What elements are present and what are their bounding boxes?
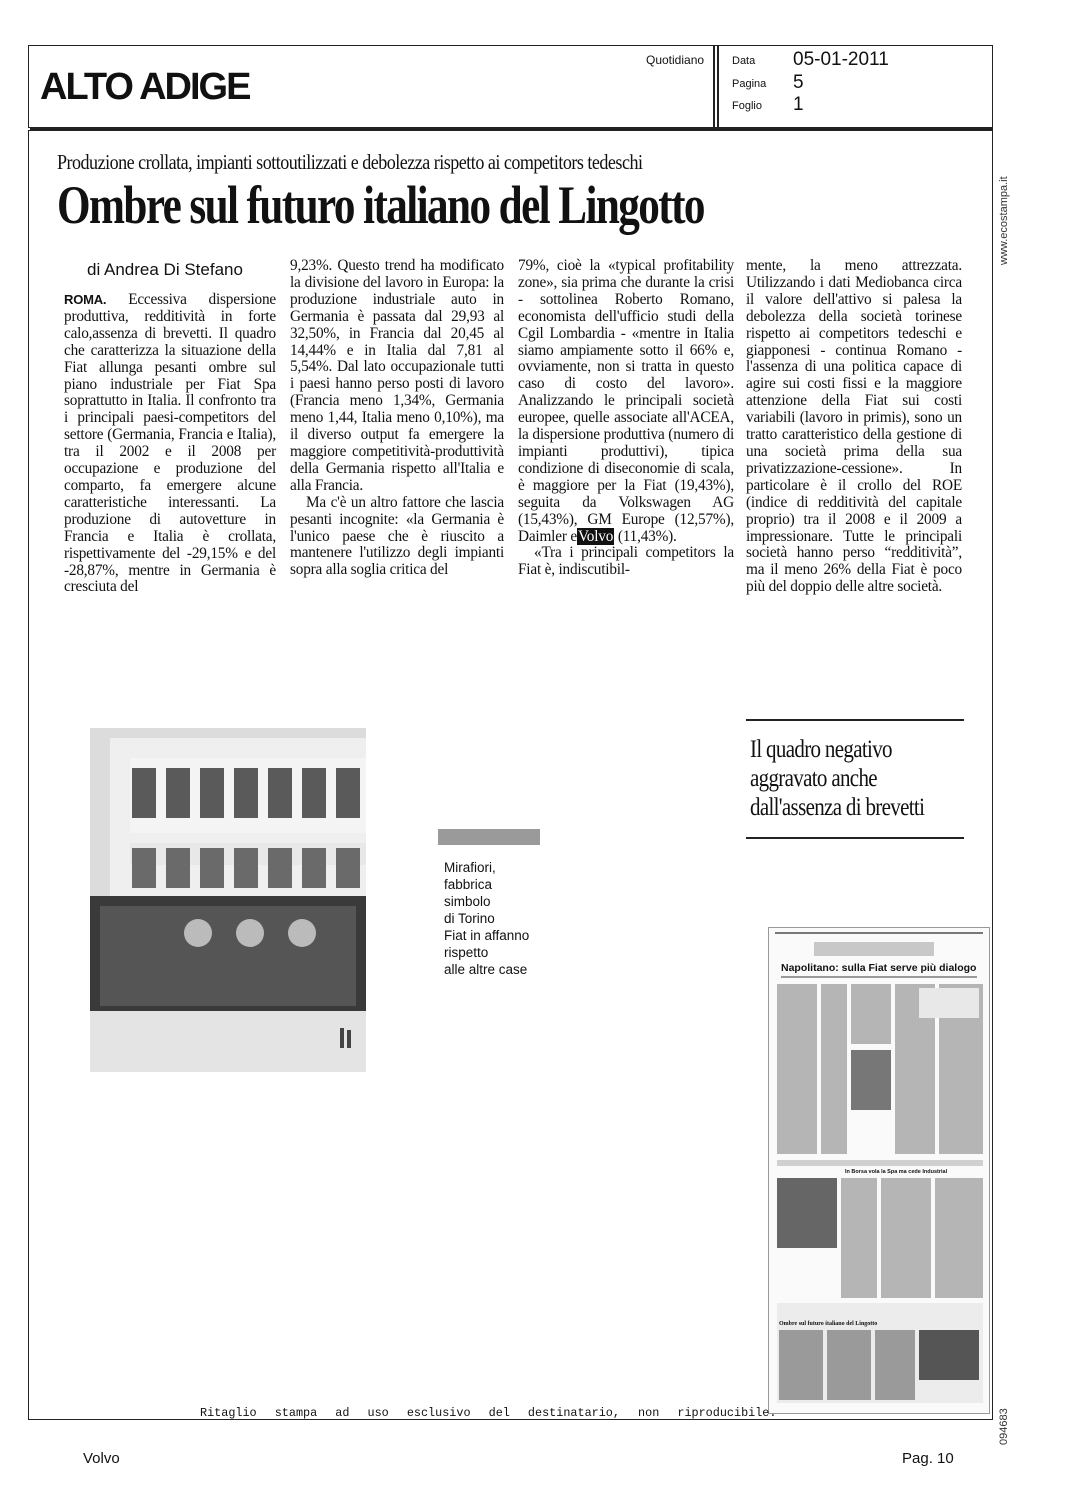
article-column-3	[518, 258, 734, 579]
caption-line: rispetto	[444, 945, 489, 960]
caption-line: Fiat in affanno	[444, 928, 530, 943]
reproduction-notice: Ritaglio stampa ad uso esclusivo del destinatario, non riproducibile.	[200, 1406, 777, 1420]
caption-line: alle altre case	[444, 962, 528, 977]
side-code	[998, 1390, 1012, 1450]
page-label: Pagina	[732, 78, 767, 90]
article-column-1	[64, 292, 276, 596]
page-value: 5	[793, 72, 804, 93]
date-value: 05-01-2011	[793, 49, 889, 70]
caption-bar	[438, 829, 540, 845]
column-3-text-end: (11,43%).	[617, 527, 677, 545]
sheet-label: Foglio	[732, 100, 762, 112]
side-url	[998, 170, 1012, 270]
pullquote	[750, 735, 924, 822]
page-thumbnail-image	[769, 928, 989, 1413]
factory-photo	[90, 728, 366, 1072]
column-2-paragraph-1: 9,23%. Questo trend ha modificato la divisione del lavoro in Europa: la produzione industriale auto in Germania è passata dal 29,93 al 32,50%, in Francia dal 20,45 al 14,44% e in Italia dal 7,81 al 5,54%. Dal lato occupazionale tutti i paesi hanno perso posti di lavoro (Francia meno 1,34%, Germania meno 1,44, Italia meno 0,10%), ma il diverso output fa emergere la maggiore competitività-produttività della Germania rispetto all'Italia e alla Francia.	[290, 257, 504, 494]
publication-type: Quotidiano	[646, 53, 705, 67]
column-4-text: mente, la meno attrezzata. Utilizzando i dati Mediobanca circa il valore dell'attivo si palesa la debolezza della società torinese rispetto ai competitors tedeschi e giapponesi - continua Romano - l'assenza di una politica capace di agire sui costi fissi e la maggiore attenzione della Fiat sui costi variabili (lavoro in primis), sono un tratto caratteristico della gestione di una società prima della sua privatizzazione-cessione». In particolare è il crollo del ROE (indice di redditività del capitale proprio) tra il 2008 e il 2009 a impressionare. Tutte le principali società hanno perso “redditività”, ma il meno 26% della Fiat è poco più del doppio delle altre società.	[746, 257, 962, 596]
side-url-text: www.ecostampa.it	[998, 176, 1010, 265]
pullquote-line: Il quadro negativo	[750, 736, 892, 763]
column-1-text: Eccessiva dispersione produttiva, redditività in forte calo,assenza di brevetti. Il quadro che caratterizza la situazione della Fiat allunga pesanti ombre sul piano industriale per Fiat Spa soprattutto in Italia. Il confronto tra i principali paesi-competitors del settore (Germania, Francia e Italia), tra il 2002 e il 2008 per occupazione e produzione del comparto, fa emergere alcune caratteristiche interessanti. La produzione di autovetture in Francia e Italia è crollata, rispettivamente del -29,15% e del -28,87%, mentre in Germania è cresciuta del	[64, 291, 277, 596]
factory-building-image	[90, 728, 366, 1072]
thumb-article-headline: Ombre sul futuro italiano del Lingotto	[779, 1321, 878, 1327]
pullquote-top-rule	[746, 719, 964, 721]
pullquote-bottom-rule	[746, 837, 964, 839]
date-label: Data	[732, 55, 756, 67]
footer-keyword: Volvo	[83, 1450, 120, 1467]
photo-caption	[444, 859, 529, 978]
highlighted-keyword: Volvo	[577, 527, 614, 545]
thumb-headline: Napolitano: sulla Fiat serve più dialogo	[781, 962, 977, 974]
article-headline: Ombre sul futuro italiano del Lingotto	[57, 175, 704, 235]
thumb-subheadline: In Borsa vola la Spa ma cede Industrial	[845, 1169, 948, 1175]
pullquote-line: dall'assenza di brevetti	[750, 794, 925, 821]
masthead: ALTO ADIGE	[40, 66, 250, 108]
caption-line: Mirafiori,	[444, 860, 496, 875]
caption-line: fabbrica	[444, 877, 493, 892]
side-code-text: 094683	[998, 1408, 1010, 1445]
pullquote-line: aggravato anche	[750, 765, 877, 792]
article-column-2	[290, 258, 504, 579]
caption-line: di Torino	[444, 911, 495, 926]
page-thumbnail	[768, 927, 990, 1414]
article-kicker: Produzione crollata, impianti sottoutilizzati e debolezza rispetto ai competitors tedeschi	[57, 150, 643, 174]
sheet-value: 1	[793, 94, 804, 115]
header-separator	[713, 45, 715, 128]
dateline: ROMA.	[64, 292, 107, 307]
footer-page-number: Pag. 10	[902, 1450, 954, 1467]
article-byline: di Andrea Di Stefano	[87, 260, 243, 279]
column-3-text: 79%, cioè la «typical profitability zone», sia prima che durante la crisi - sottolinea Roberto Romano, economista dell'ufficio studi della Cgil Lombardia - «mentre in Italia siamo ampiamente sotto il 66% e, ovviamente, non si tratta in questo caso di costo del lavoro». Analizzando le principali società europee, quelle associate all'ACEA, la dispersione produttiva (numero di impianti produttivi), tipica condizione di diseconomie di scala, è maggiore per la Fiat (19,43%), seguita da Volkswagen AG (15,43%), GM Europe (12,57%), Daimler e	[518, 257, 734, 545]
header-separator	[717, 45, 719, 128]
column-3-paragraph-2: «Tra i principali competitors la Fiat è, indiscutibil-	[518, 544, 734, 579]
caption-line: simbolo	[444, 894, 491, 909]
column-2-paragraph-2: Ma c'è un altro fattore che lascia pesanti incognite: «la Germania è l'unico paese che è riuscito a mantenere l'utilizzo degli impianti sopra alla soglia critica del	[290, 493, 504, 579]
article-column-4	[746, 258, 962, 596]
